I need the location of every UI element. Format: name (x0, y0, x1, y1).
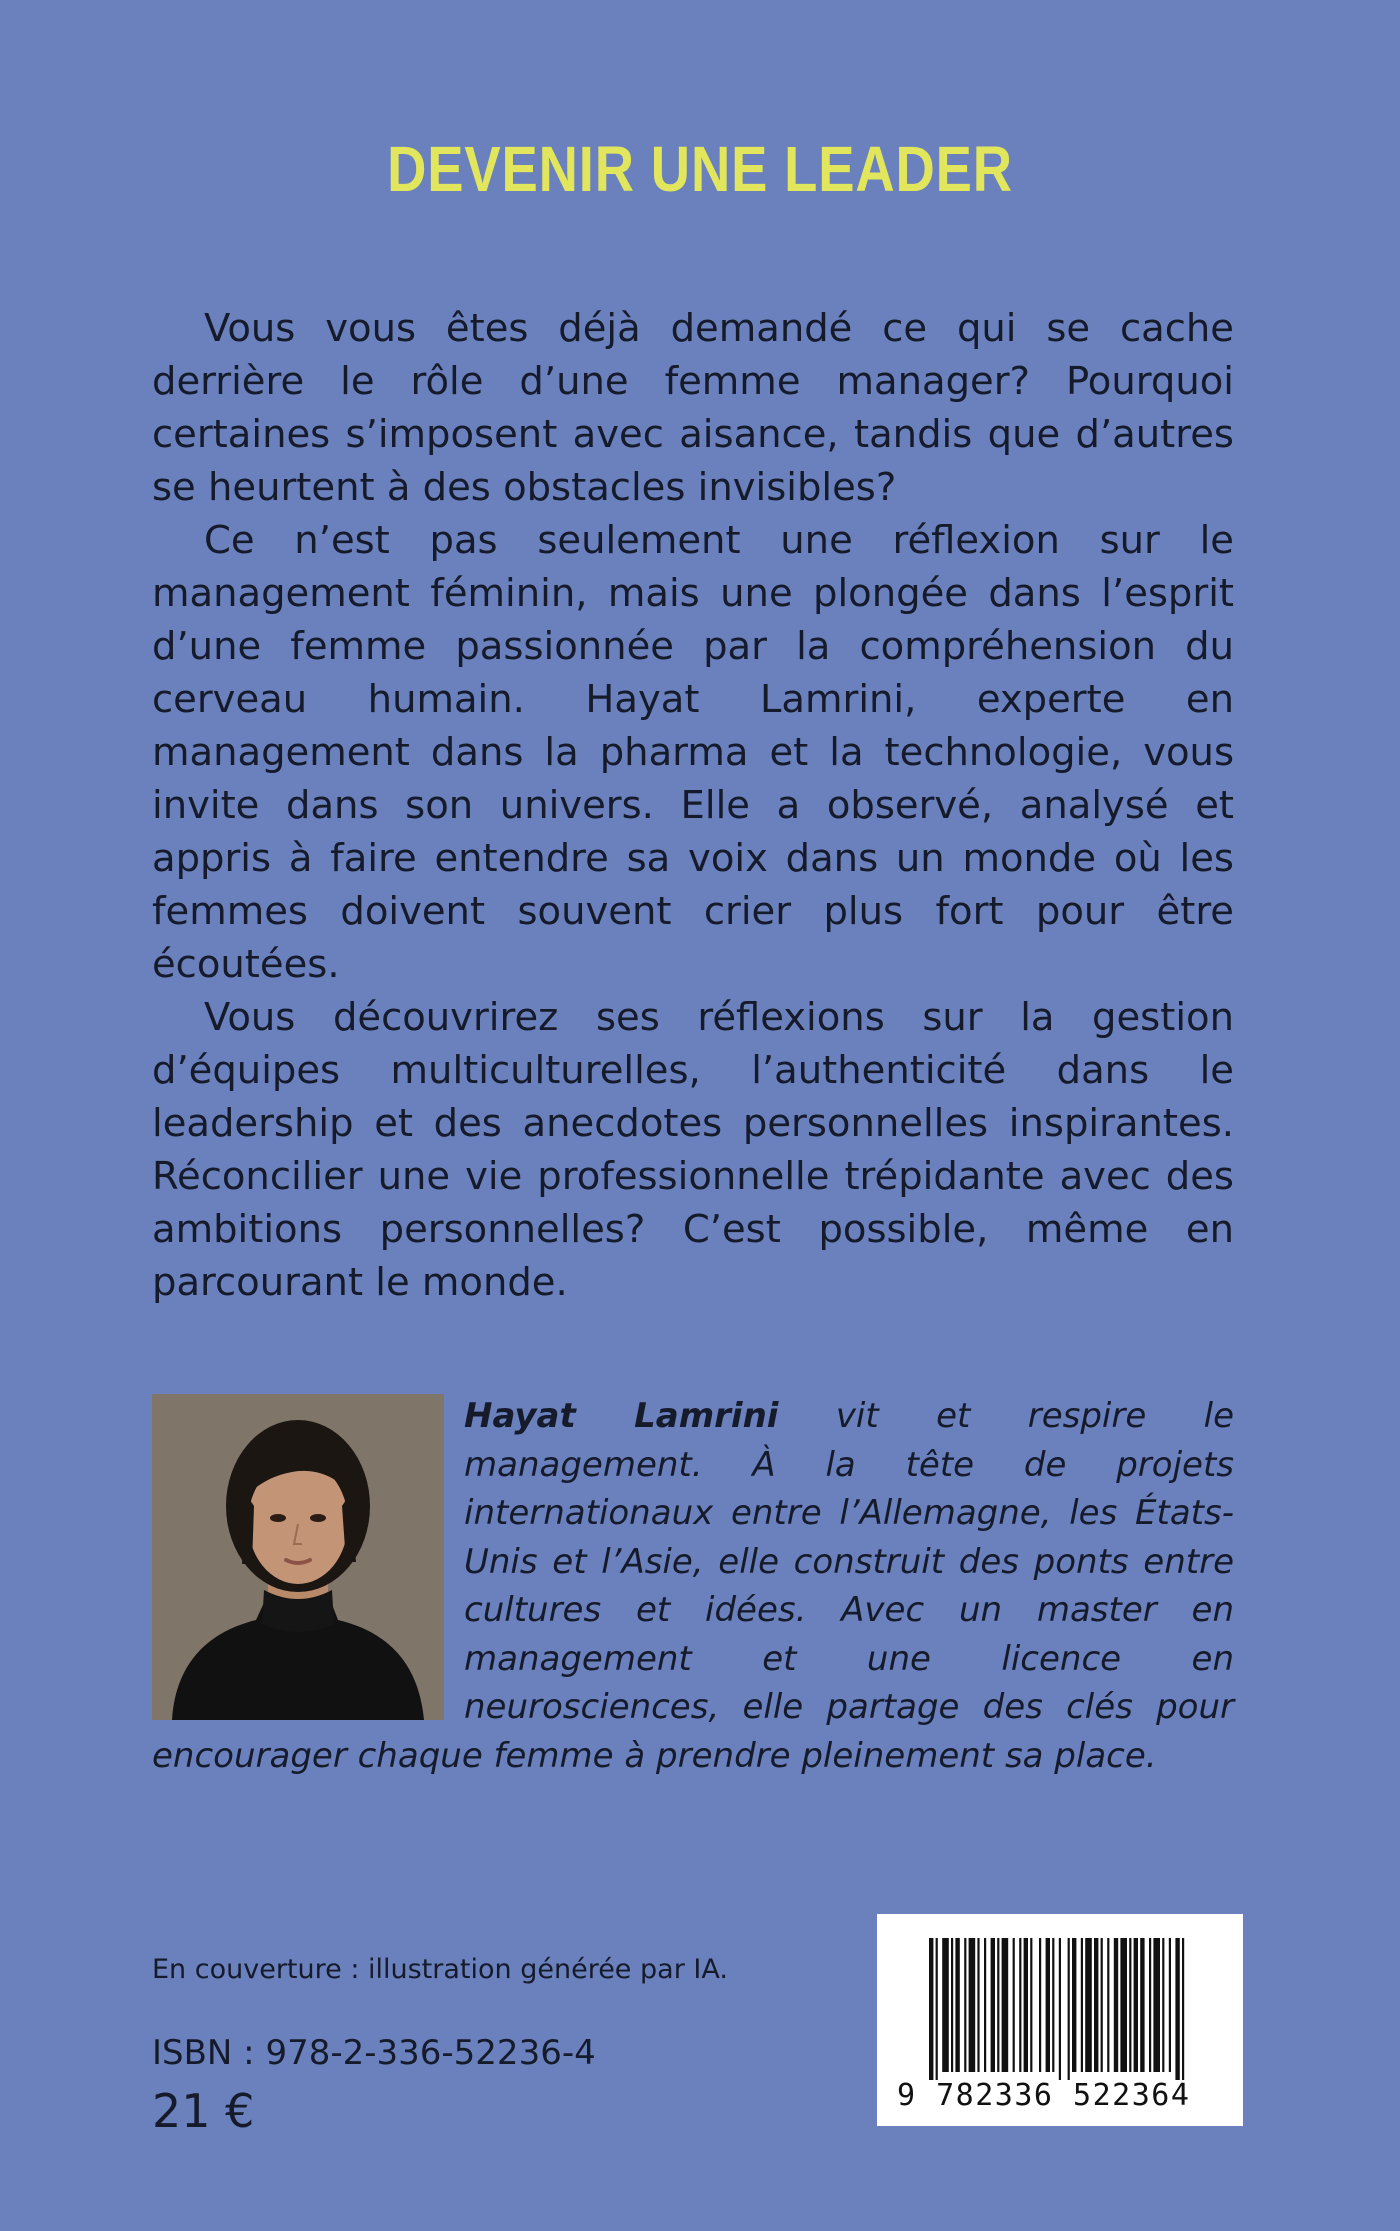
barcode-bar (1002, 1938, 1009, 2072)
barcode-bar (1024, 1938, 1028, 2072)
barcode-bar (1052, 1938, 1054, 2072)
barcode-bar (984, 1938, 986, 2072)
barcode-bar (964, 1938, 966, 2072)
barcode-digits: 9 782336 522364 (897, 2078, 1191, 2113)
author-bio (152, 1392, 1234, 1780)
barcode-bar (1085, 1938, 1092, 2072)
barcode-bar (929, 1938, 933, 2080)
barcode-bar (1039, 1938, 1041, 2072)
barcode-bar (1013, 1938, 1015, 2072)
barcode-bar (977, 1938, 979, 2072)
barcode-bar (991, 1938, 995, 2072)
book-title: DEVENIR UNE LEADER (387, 133, 1013, 205)
barcode-bar (1175, 1938, 1179, 2080)
barcode-bar (1068, 1938, 1070, 2080)
barcode-bar (997, 1938, 999, 2072)
blurb-paragraph: Vous découvrirez ses réflexions sur la gestion d’équipes multiculturelles, l’authenticité dans le leadership et des anecdotes personnelles inspirantes. Réconcilier une vie professionnelle trépidante avec des ambitions personnelles? C’est possible, même en parcourant le monde. (152, 995, 1234, 1305)
barcode-bar (936, 1938, 938, 2080)
barcode-bar (1019, 1938, 1021, 2072)
barcode-bar (1134, 1938, 1138, 2072)
isbn: ISBN : 978-2-336-52236-4 (152, 2033, 596, 2073)
author-bio-text: vit et respire le management. À la tête de projets internationaux entre l’Allemagne, les États-Unis et l’Asie, elle construit des ponts entre cultures et idées. Avec un master en management et une licence en neurosciences, elle partage des clés pour encourager chaque femme à prendre pleinement sa place. (152, 1396, 1234, 1776)
barcode-bar (1129, 1938, 1131, 2072)
barcode-bar (969, 1938, 976, 2072)
barcode-bar (1169, 1938, 1171, 2072)
cover-credit: En couverture : illustration générée par IA. (152, 1954, 728, 1985)
barcode-bar (1059, 1938, 1061, 2080)
blurb-paragraph: Ce n’est pas seulement une réflexion sur le management féminin, mais une plongée dans l’esprit d’une femme passionnée par la compréhension du cerveau humain. Hayat Lamrini, experte en management dans la pharma et la technologie, vous invite dans son univers. Elle a observé, analysé et appris à faire entendre sa voix dans un monde où les femmes doivent souvent crier plus fort pour être écoutées. (152, 518, 1234, 987)
barcode-bar (1081, 1938, 1083, 2072)
barcode-bar (1162, 1938, 1164, 2072)
barcode-bar (1149, 1938, 1151, 2072)
price: 21 € (152, 2084, 255, 2138)
back-cover-blurb (152, 302, 1234, 1309)
barcode-bar (1182, 1938, 1184, 2080)
barcode-bar (951, 1938, 953, 2072)
barcode-bar (942, 1938, 949, 2072)
barcode-bar (1140, 1938, 1144, 2072)
barcode-bar (1114, 1938, 1118, 2072)
author-name: Hayat Lamrini (464, 1396, 779, 1436)
barcode-bar (1101, 1938, 1103, 2072)
barcode-bar (1153, 1938, 1160, 2072)
author-portrait (152, 1394, 444, 1720)
blurb-paragraph: Vous vous êtes déjà demandé ce qui se cache derrière le rôle d’une femme manager? Pourquoi certaines s’imposent avec aisance, tandis que d’autres se heurtent à des obstacles invisibles? (152, 306, 1234, 510)
barcode (877, 1914, 1243, 2126)
barcode-bar (1120, 1938, 1127, 2072)
barcode-bar (955, 1938, 959, 2072)
barcode-bar (1094, 1938, 1098, 2072)
barcode-bar (1107, 1938, 1109, 2072)
barcode-bar (1046, 1938, 1050, 2072)
barcode-bar (1030, 1938, 1032, 2072)
barcode-bar (1072, 1938, 1076, 2072)
